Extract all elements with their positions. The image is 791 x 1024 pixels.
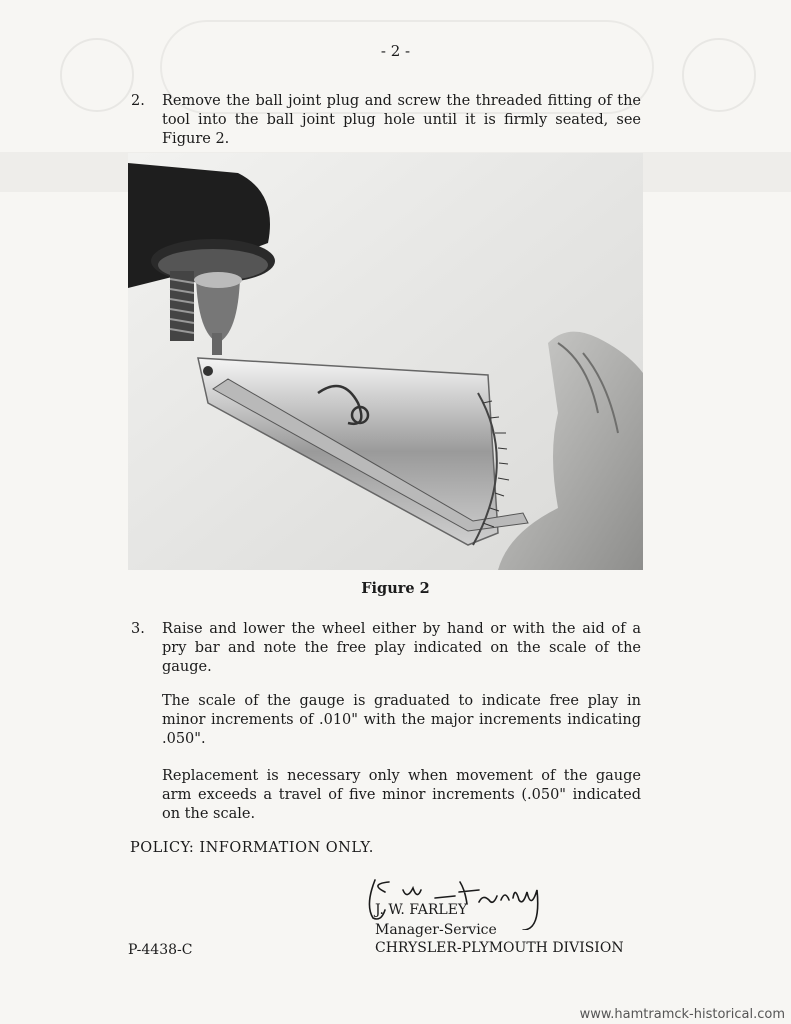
website-watermark: www.hamtramck-historical.com (579, 1007, 785, 1022)
step-2-text: Remove the ball joint plug and screw the threaded fitting of the tool into the ball joint plug hole until it is firmly seated, see Figure 2. (162, 93, 641, 147)
step-3-text: Raise and lower the wheel either by hand or with the aid of a pry bar and note the free play indicated on the scale of the gauge. (162, 621, 641, 675)
step-3-number: 3. (131, 621, 145, 637)
policy-statement: POLICY: INFORMATION ONLY. (130, 840, 374, 856)
page-number: - 2 - (380, 42, 411, 60)
figure-2-photo (128, 153, 643, 570)
scale-paragraph: The scale of the gauge is graduated to indicate free play in minor increments of .010" with the major increments indicating .050". (162, 693, 641, 747)
signature-block (355, 870, 655, 980)
step-3 (131, 620, 641, 680)
gauge-tool-illustration (128, 153, 643, 570)
step-2-number: 2. (131, 93, 145, 109)
signatory-division: CHRYSLER-PLYMOUTH DIVISION (375, 940, 624, 956)
figure-2-caption: Figure 2 (361, 580, 430, 597)
signatory-name: J. W. FARLEY (375, 902, 468, 918)
signatory-title: Manager-Service (375, 922, 497, 938)
replacement-paragraph: Replacement is necessary only when movement of the gauge arm exceeds a travel of five minor increments (.050" indicated on the scale. (162, 768, 641, 822)
step-2 (131, 92, 641, 152)
document-code: P-4438-C (128, 942, 193, 958)
handwritten-signature (355, 870, 655, 930)
